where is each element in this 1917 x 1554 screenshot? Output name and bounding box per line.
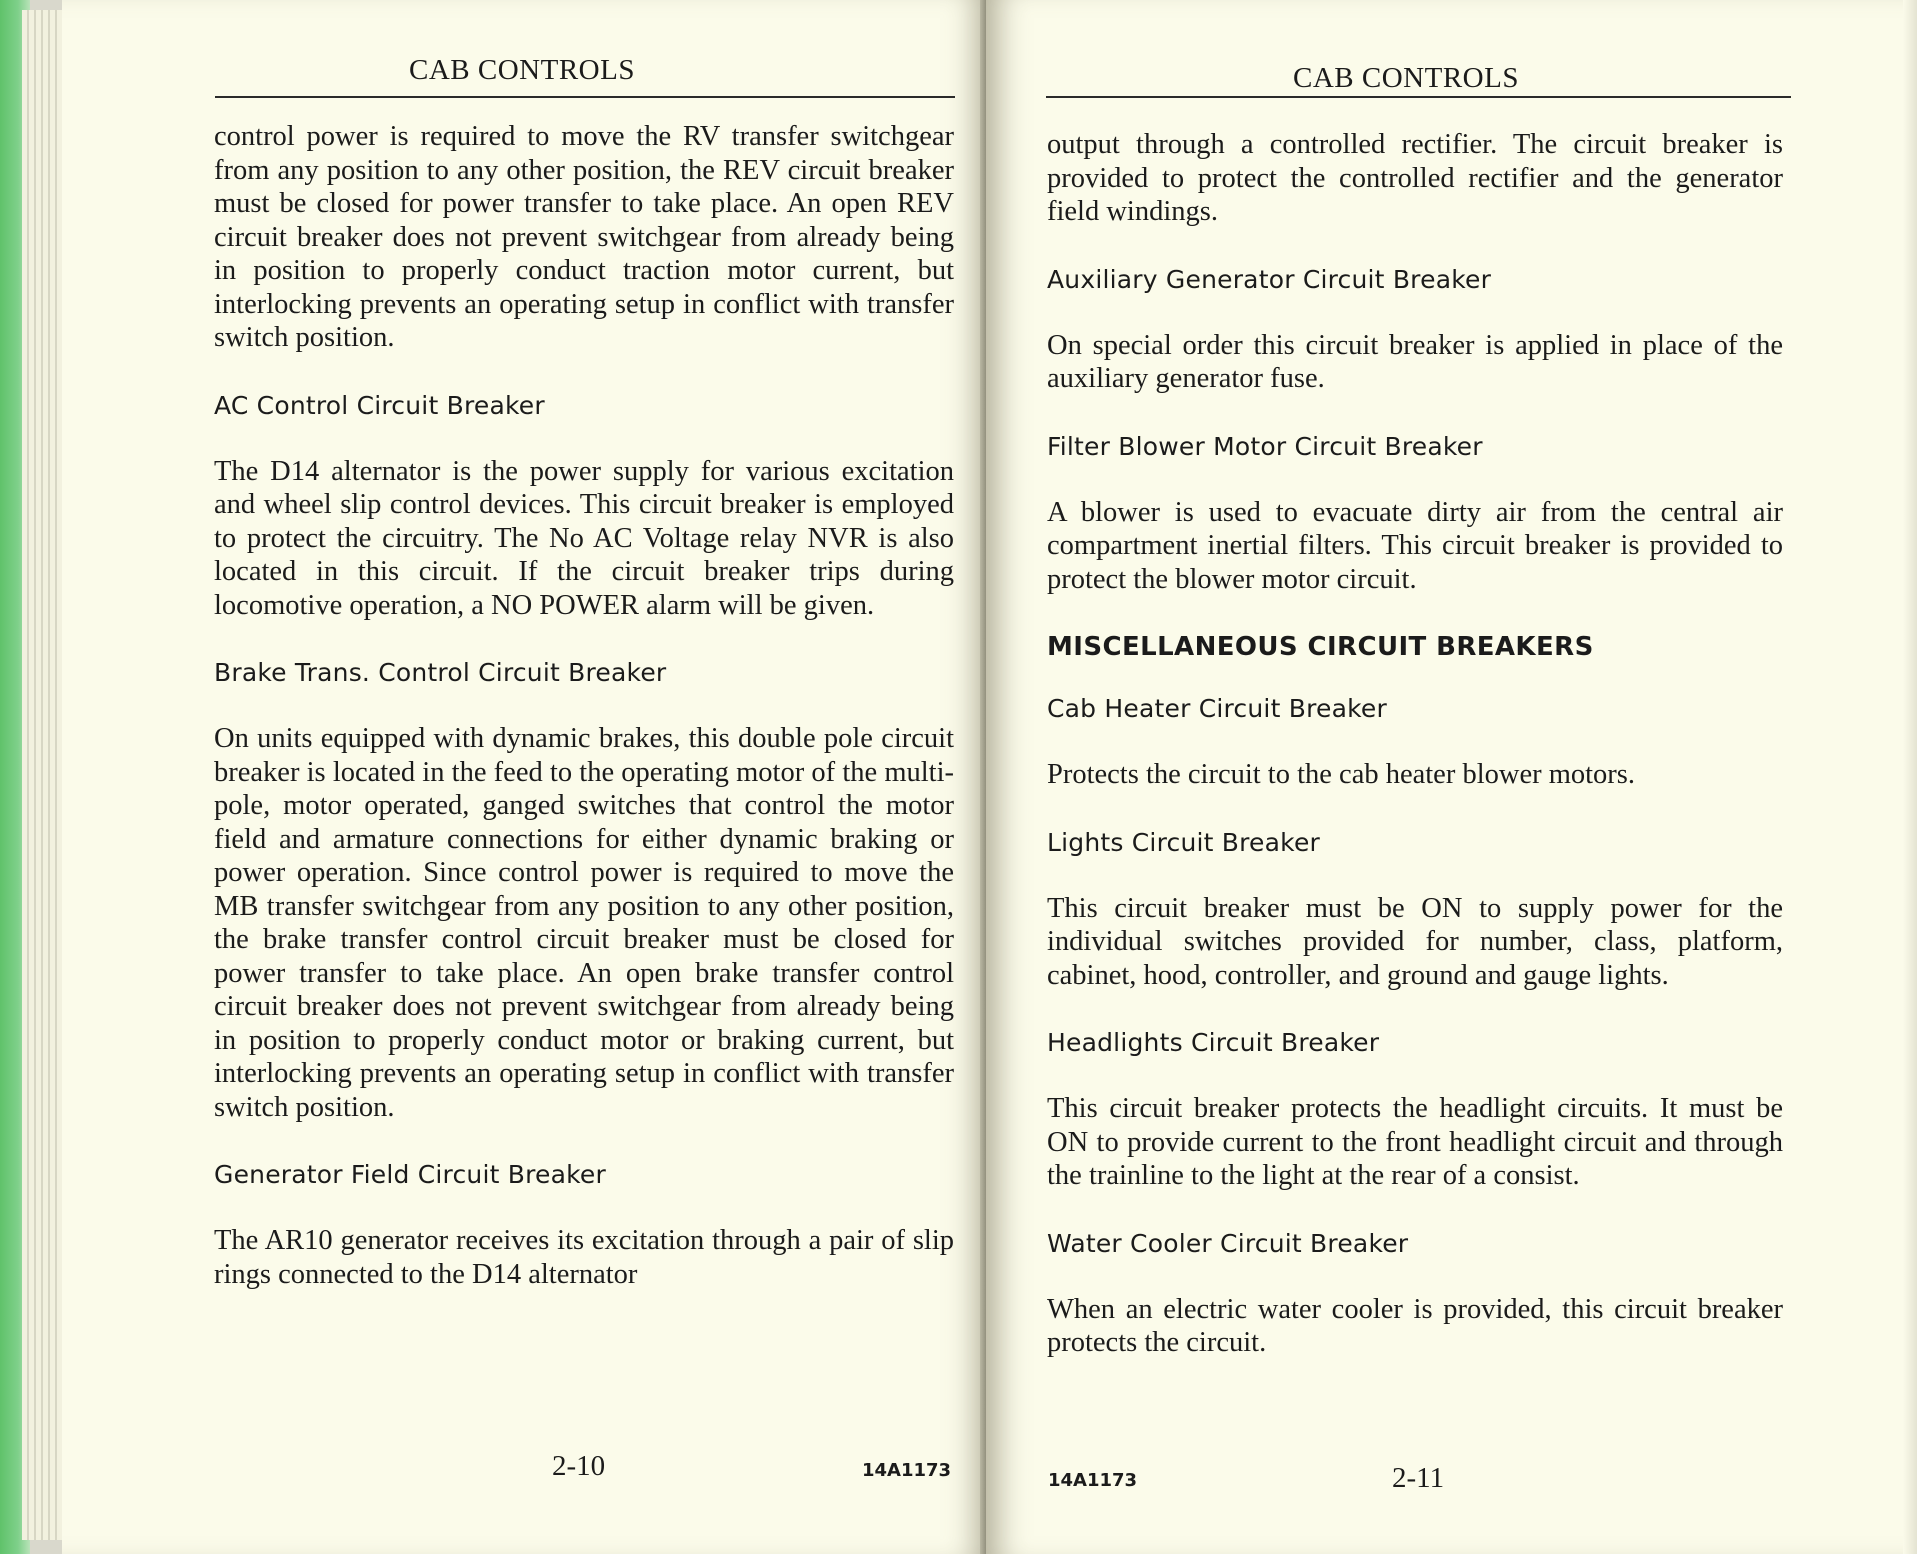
doc-code-right: 14A1173 bbox=[1048, 1470, 1138, 1491]
right-page bbox=[986, 0, 1917, 1554]
right-page-body bbox=[1047, 128, 1783, 1395]
paragraph-auxiliary-generator: On special order this circuit breaker is applied in place of the auxiliary generator fuse. bbox=[1047, 329, 1783, 394]
page-number-left: 2-10 bbox=[552, 1450, 606, 1482]
heading-water-cooler: Water Cooler Circuit Breaker bbox=[1047, 1228, 1409, 1258]
paragraph-rev-transfer: control power is required to move the RV transfer switchgear from any position to any other position, the REV circuit breaker must be closed for power transfer to take place. An open REV circuit breaker does not prevent switchgear from already being in position to properly conduct traction motor current, but interlocking prevents an operating setup in conflict with transfer switch position. bbox=[214, 121, 954, 353]
heading-filter-blower: Filter Blower Motor Circuit Breaker bbox=[1047, 431, 1483, 461]
heading-ac-control: AC Control Circuit Breaker bbox=[214, 390, 545, 420]
heading-cab-heater: Cab Heater Circuit Breaker bbox=[1047, 694, 1387, 723]
paragraph-controlled-rectifier: output through a controlled rectifier. The circuit breaker is provided to protect the controlled rectifier and the generator field windings. bbox=[1047, 129, 1783, 227]
heading-auxiliary-generator: Auxiliary Generator Circuit Breaker bbox=[1047, 264, 1492, 294]
running-head-right: CAB CONTROLS bbox=[1293, 62, 1519, 94]
heading-brake-trans: Brake Trans. Control Circuit Breaker bbox=[214, 658, 667, 687]
running-head-left: CAB CONTROLS bbox=[409, 54, 635, 86]
paragraph-generator-field: The AR10 generator receives its excitation through a pair of slip rings connected to the D14 alternator bbox=[214, 1225, 954, 1290]
heading-headlights: Headlights Circuit Breaker bbox=[1047, 1028, 1380, 1057]
paragraph-headlights: This circuit breaker protects the headlight circuits. It must be ON to provide current to the front headlight circuit and through the trainline to the light at the rear of a consist. bbox=[1047, 1093, 1783, 1191]
section-misc-breakers: MISCELLANEOUS CIRCUIT BREAKERS bbox=[1047, 632, 1594, 662]
paragraph-filter-blower: A blower is used to evacuate dirty air from the central air compartment inertial filters. This circuit breaker is provided to protect the blower motor circuit. bbox=[1047, 496, 1783, 595]
paragraph-cab-heater: Protects the circuit to the cab heater blower motors. bbox=[1047, 759, 1636, 790]
header-rule-right bbox=[1046, 96, 1791, 98]
paragraph-brake-trans: On units equipped with dynamic brakes, this double pole circuit breaker is located in the feed to the operating motor of the multi-pole, motor operated, ganged switches that control the motor field and armature connections for either dynamic braking or power operation. Since control power is required to move the MB transfer switchgear from any position to any other position, the brake transfer control circuit breaker must be closed for power transfer to take place. An open brake transfer control circuit breaker does not prevent switchgear from already being in position to properly conduct motor or braking current, but interlocking prevents an operating setup in conflict with transfer switch position. bbox=[214, 723, 954, 1123]
paragraph-ac-control: The D14 alternator is the power supply for various excitation and wheel slip control devices. This circuit breaker is employed to protect the circuitry. The No AC Voltage relay NVR is also located in this circuit. If the circuit breaker trips during locomotive operation, a NO POWER alarm will be given. bbox=[214, 455, 954, 621]
heading-lights: Lights Circuit Breaker bbox=[1047, 827, 1321, 857]
heading-generator-field: Generator Field Circuit Breaker bbox=[214, 1160, 606, 1189]
page-number-right: 2-11 bbox=[1392, 1462, 1445, 1494]
book-edge-right bbox=[1903, 0, 1917, 1554]
paragraph-water-cooler: When an electric water cooler is provided, this circuit breaker protects the circuit. bbox=[1047, 1293, 1783, 1358]
left-page-body bbox=[214, 120, 954, 1326]
left-page bbox=[62, 0, 986, 1554]
paragraph-lights: This circuit breaker must be ON to supply power for the individual switches provided for number, class, platform, cabinet, hood, controller, and ground and gauge lights. bbox=[1047, 892, 1783, 991]
header-rule-left bbox=[215, 96, 955, 98]
doc-code-left: 14A1173 bbox=[862, 1460, 952, 1481]
